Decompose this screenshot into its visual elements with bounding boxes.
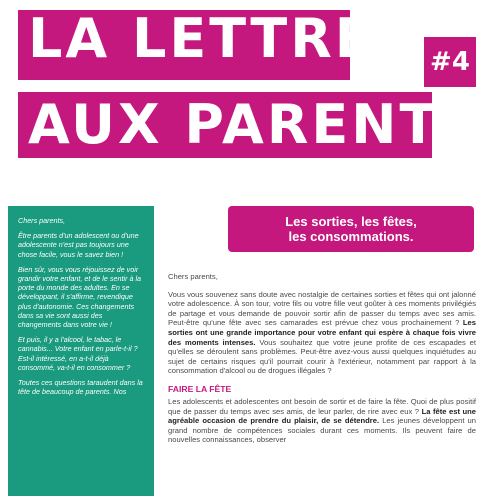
sidebar-paragraph: Toutes ces questions taraudent dans la tête de beaucoup de parents. Nos [18, 378, 143, 397]
paragraph-text: Vous souhaitez que votre jeune profite de ces escapades et qu'elles se déroulent sans problèmes. Peut-être avez-vous aussi quelques inquiétudes au sujet de certains risques qu'il pourrait courir à l'extérieur, notamment par rapport à la consommation d'alcool ou de drogues illégales ? [168, 337, 476, 376]
section-heading: FAIRE LA FÊTE [168, 383, 232, 394]
paragraph-emphasis: La fête est une agréable occasion de prendre du plaisir, de se détendre. [168, 406, 476, 426]
title-line-2: AUX PARENTS [18, 92, 432, 158]
article-greeting: Chers parents, [168, 272, 218, 281]
article-body [168, 272, 476, 494]
subject-line-1: Les sorties, les fêtes, [285, 214, 417, 229]
paragraph-text: Les jeunes développent un grand nombre de compétences sociales durant ces moments. Ils peuvent faire de nouvelles connaissances, observer [168, 416, 476, 445]
title-line-1: LA LETTRE [18, 10, 350, 80]
sidebar-paragraph: Et puis, il y a l'alcool, le tabac, le cannabis... Votre enfant en parle-t-il ? Est-il intéressé, en a-t-il déjà consommé, va-t-il en consommer ? [18, 335, 138, 372]
article-paragraph-2 [168, 397, 476, 445]
sidebar-paragraph: Bien sûr, vous vous réjouissez de voir grandir votre enfant, et de le sentir à la porte du monde des adultes. En se développant, il s'affirme, revendique plus d'autonomie. Ces changements dans sa vie sont aussi des changements dans votre vie ! [18, 264, 142, 330]
paragraph-text: Vous vous souvenez sans doute avec nostalgie de certaines sorties et fêtes qui ont jalonné votre adolescence. À son tour, votre fils ou votre fille veut goûter à ces moments privilégiés de partage et vous demande de pouvoir sortir afin de passer du temps avec ses amis. Peut-être qu'une fête avec ses camarades est prévue chez vous prochainement ? [168, 289, 476, 328]
sidebar-paragraph: Être parents d'un adolescent ou d'une adolescente n'est pas toujours une chose facile, vous le savez bien ! [18, 231, 139, 259]
paragraph-emphasis: Les sorties ont une grande importance pour votre enfant qui espère à chaque fois vivre des moments intenses. [168, 318, 476, 347]
sidebar-paragraph: Chers parents, [18, 216, 66, 225]
article-paragraph-1 [168, 290, 476, 376]
paragraph-text: Les adolescents et adolescentes ont besoin de sortir et de faire la fête. Quoi de plus positif que de passer du temps avec ses amis, de leur parler, de rire avec eux ? [168, 396, 476, 416]
subject-line-2: les consommations. [288, 229, 414, 244]
sidebar-intro [8, 206, 154, 496]
subject-banner [228, 206, 474, 252]
issue-number-badge: #4 [424, 37, 476, 87]
